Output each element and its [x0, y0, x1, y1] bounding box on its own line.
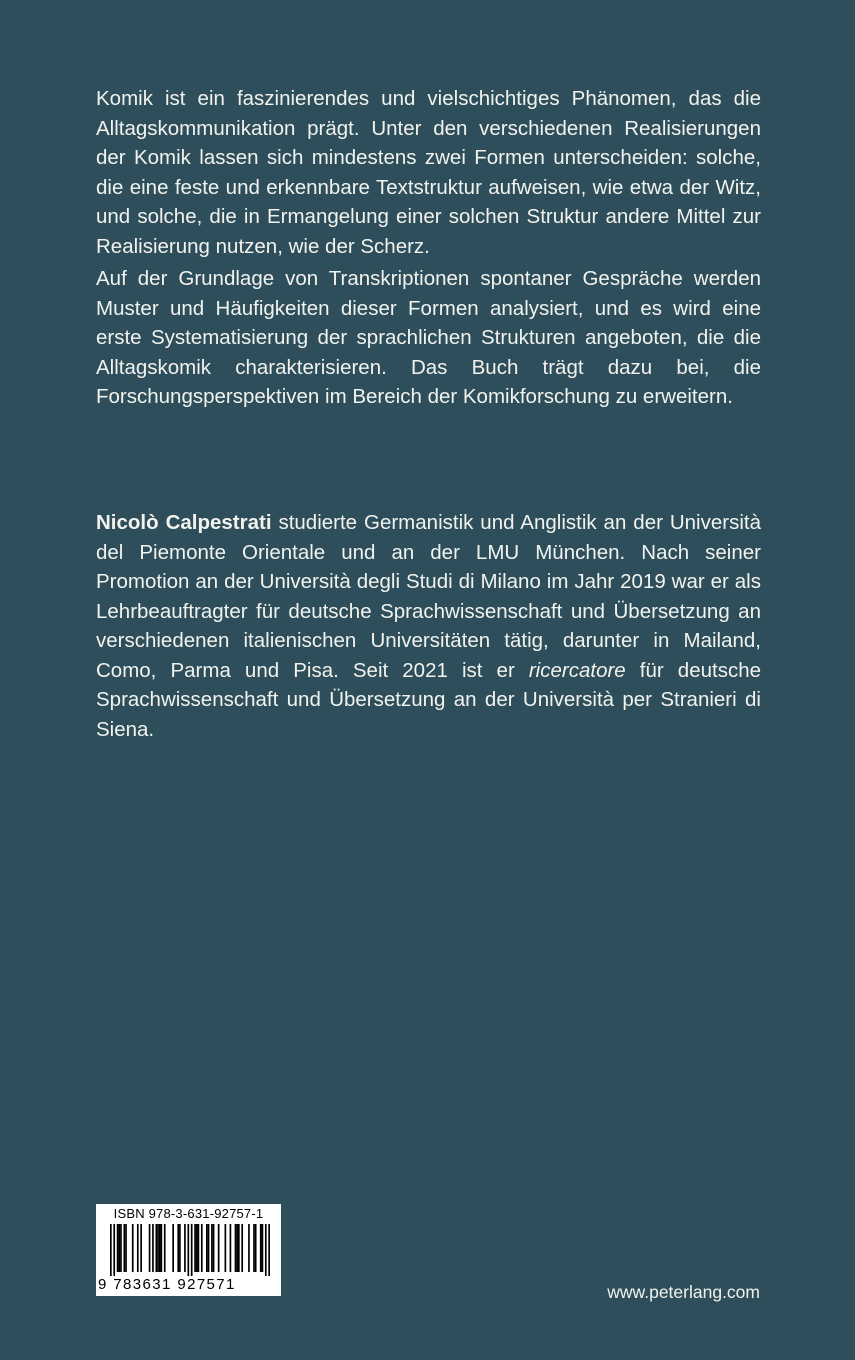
ean-digits: 9 783631 927571: [98, 1276, 236, 1293]
barcode-bar: [211, 1224, 213, 1272]
barcode-bar: [149, 1224, 151, 1272]
barcode-bar: [191, 1224, 193, 1276]
barcode-bar: [140, 1224, 142, 1272]
barcode-bar: [161, 1224, 163, 1272]
author-bio: [96, 508, 761, 744]
barcode-bar: [172, 1224, 174, 1272]
barcode-bar: [113, 1224, 115, 1276]
isbn-barcode: [96, 1204, 281, 1296]
barcode-bar: [238, 1224, 240, 1272]
barcode-bar: [118, 1224, 120, 1272]
publisher-website: www.peterlang.com: [607, 1282, 760, 1302]
barcode-bar: [198, 1224, 200, 1272]
barcode-bars: [110, 1224, 270, 1276]
barcode-bar: [218, 1224, 220, 1272]
author-bio-text-1: studierte Germanistik und Anglistik an der Università del Piemonte Orientale und an der LMU München. Nach seiner Promotion an der Università degli Studi di Milano im Jahr 2019 war er als Lehrbeauftragter für deutsche Sprachwissenschaft und Übersetzung an verschiedenen italienischen Universitäten tätig, darunter in Mailand, Como, Parma und Pisa. Seit 2021 ist er: [96, 511, 761, 682]
barcode-bar: [236, 1224, 238, 1272]
barcode-bar: [155, 1224, 157, 1272]
barcode-bar: [268, 1224, 270, 1276]
barcode-bar: [159, 1224, 161, 1272]
barcode-bar: [123, 1224, 125, 1272]
barcode-bar: [125, 1224, 127, 1272]
barcode-bar: [179, 1224, 181, 1272]
barcode-bar: [110, 1224, 112, 1276]
barcode-bar: [208, 1224, 210, 1272]
barcode-bar: [255, 1224, 257, 1272]
barcode-bar: [206, 1224, 208, 1272]
barcode-bar: [177, 1224, 179, 1272]
barcode-bar: [213, 1224, 215, 1272]
barcode-bar: [262, 1224, 264, 1272]
barcode-bar: [235, 1224, 237, 1272]
author-name: Nicolò Calpestrati: [96, 511, 272, 534]
barcode-bar: [253, 1224, 255, 1272]
barcode-bar: [225, 1224, 227, 1272]
author-bio-emphasis: ricercatore: [528, 658, 626, 682]
barcode-bar: [241, 1224, 243, 1272]
barcode-bar: [196, 1224, 198, 1272]
barcode-bar: [184, 1224, 186, 1272]
barcode-bar: [164, 1224, 166, 1272]
barcode-bar: [194, 1224, 196, 1272]
barcode-bar: [157, 1224, 159, 1272]
barcode-bar: [260, 1224, 262, 1272]
barcode-bar: [132, 1224, 134, 1272]
isbn-label: ISBN 978-3-631-92757-1: [113, 1206, 264, 1221]
barcode-bar: [248, 1224, 250, 1272]
barcode-bar: [230, 1224, 232, 1272]
barcode-bar: [152, 1224, 154, 1272]
barcode-bar: [117, 1224, 119, 1272]
barcode-bar: [120, 1224, 122, 1272]
description-paragraph-1: Komik ist ein faszinierendes und vielschichtiges Phänomen, das die Alltagskommunikation prägt. Unter den verschiedenen Realisierungen der Komik lassen sich mindestens zwei Formen unterscheiden: solche, die eine feste und erkennbare Textstruktur aufweisen, wie etwa der Witz, und solche, die in Ermangelung einer solchen Struktur andere Mittel zur Realisierung nutzen, wie der Scherz.: [96, 87, 761, 258]
author-bio-text-2: für deutsche Sprachwissenschaft und Übersetzung an der Università per Stranieri di Siena.: [96, 658, 761, 741]
barcode-bar: [265, 1224, 267, 1276]
barcode-bar: [187, 1224, 189, 1276]
barcode-bar: [201, 1224, 203, 1272]
barcode-bar: [137, 1224, 139, 1272]
description-paragraph-2: Auf der Grundlage von Transkriptionen spontaner Gespräche werden Muster und Häufigkeiten dieser Formen analysiert, und es wird eine erste Systematisierung der sprachlichen Strukturen angeboten, die die Alltagskomik charakterisieren. Das Buch trägt dazu bei, die Forschungsperspektiven im Bereich der Komikforschung zu erweitern.: [96, 267, 761, 408]
